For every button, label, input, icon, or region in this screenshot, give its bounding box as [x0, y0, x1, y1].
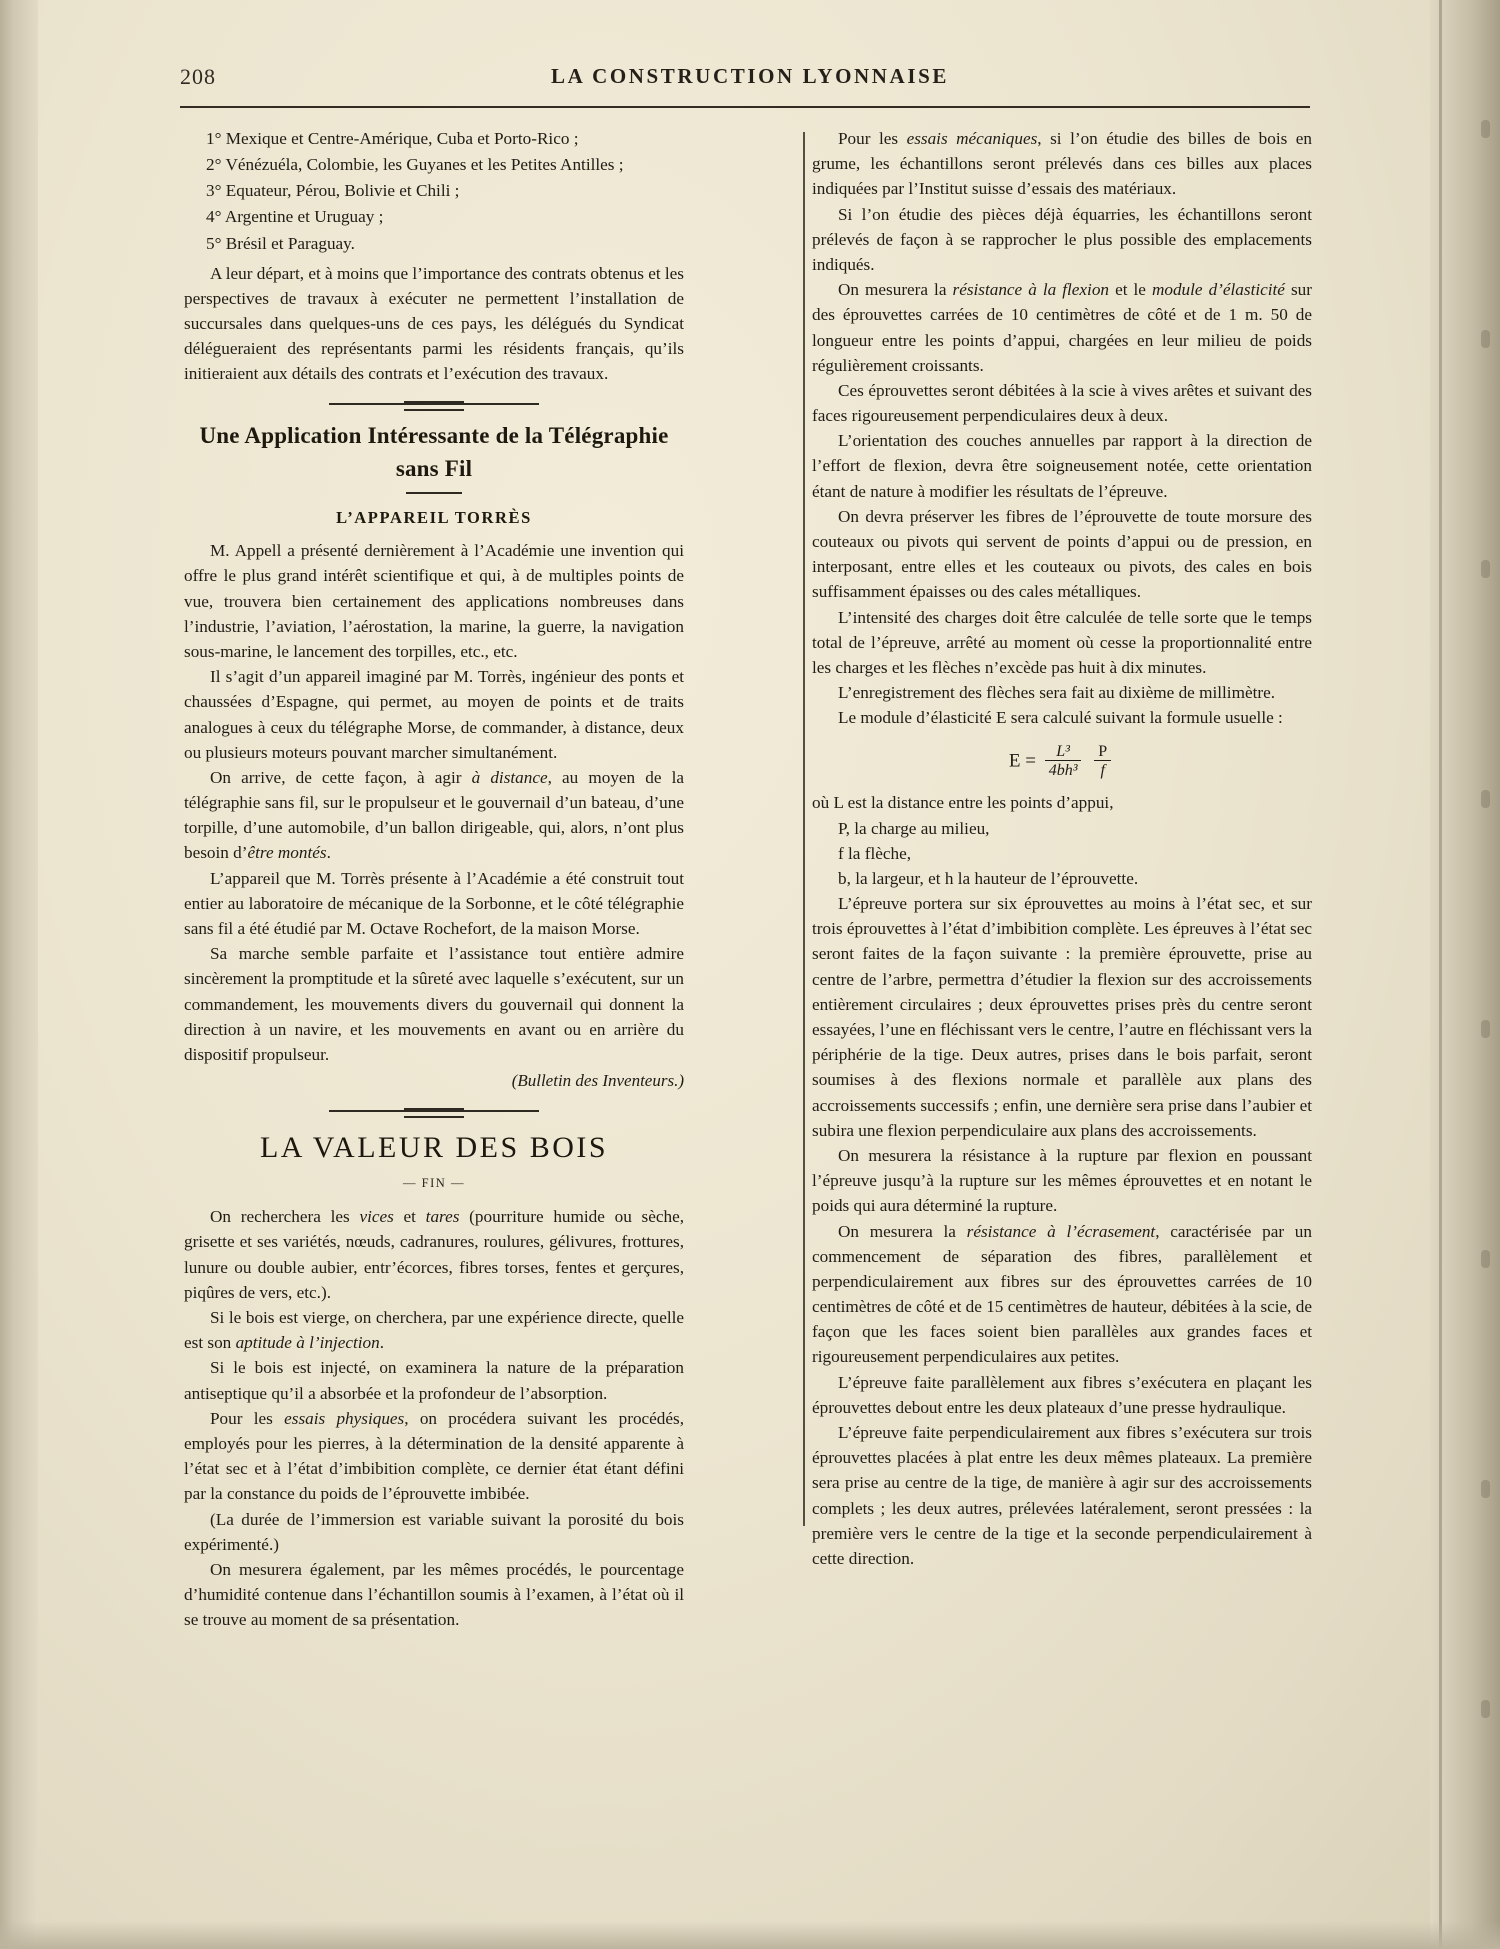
binding-hole: [1481, 120, 1490, 138]
text-run: , on procédera suivant les procédés, employés pour les pierres, à la détermination de la densité apparente à l’état sec et à l’état d’imbibition complète, ce dernier état étant défini par la constance du poids de l’éprouvette imbibée.: [184, 1408, 684, 1504]
emphasis: aptitude à l’injection: [235, 1333, 380, 1353]
text-run: On mesurera la: [838, 1221, 967, 1241]
text-run: sur des éprouvettes carrées de 10 centimètres de côté et de 1 m. 50 de longueur entre les points d’appui, chargées en leur milieu de poids régulièrement croissants.: [812, 280, 1312, 375]
page-number: 208: [180, 64, 216, 89]
fraction-numerator: P: [1098, 742, 1108, 760]
fraction-denominator: f: [1094, 760, 1111, 780]
binding-hole: [1481, 790, 1490, 808]
paragraph: Le module d’élasticité E sera calculé suivant la formule usuelle :: [838, 708, 1283, 728]
paragraph: L’orientation des couches annuelles par rapport à la direction de l’effort de flexion, devra être soigneusement notée, cette orientation étant de nature à modifier les résultats de l’épreuve.: [812, 431, 1312, 501]
paragraph: Il s’agit d’un appareil imaginé par M. Torrès, ingénieur des ponts et chaussées d’Espagne, qui permet, au moyen de points et de traits analogues à ceux du télégraphe Morse, de commander, à distance, deux ou plusieurs moteurs pouvant marcher simultanément.: [184, 667, 684, 762]
binding-hole: [1481, 560, 1490, 578]
paragraph: L’épreuve portera sur six éprouvettes au moins à l’état sec, et sur trois éprouvettes à l’état d’imbibition complète. Les épreuves à l’état sec seront faites de la façon suivante : la première éprouvette, prise au centre de l’arbre, permettra d’étudier la flexion sur des accroissements entièrement circulaires ; deux éprouvettes prises près du centre seront essayées, l’une en fléchissant vers le centre, l’autre en fléchissant vers la périphérie de la tige. Deux autres, prises dans le bois parfait, seront soumises à des flexions normale et parallèle aux plans des accroissements successifs ; enfin, une dernière sera prise dans l’aubier et subira une flexion perpendiculaire aux plans des accroissements.: [812, 894, 1312, 1140]
paragraph: [812, 277, 1312, 378]
paragraph: Si l’on étudie des pièces déjà équarries, les échantillons seront prélevés de façon à se rapprocher le plus possible des emplacements indiqués.: [812, 204, 1312, 274]
paragraph: [184, 1204, 684, 1305]
paragraph: [184, 765, 684, 866]
emphasis: résistance à l’écrasement: [966, 1221, 1156, 1241]
paragraph: [184, 1305, 684, 1355]
emphasis: être montés: [247, 843, 327, 863]
formula-lhs: E =: [1008, 749, 1036, 771]
paragraph: Si le bois est injecté, on examinera la nature de la préparation antiseptique qu’il a absorbée et la profondeur de l’absorption.: [184, 1358, 684, 1403]
text-run: Si le bois est vierge, on cherchera, par une expérience directe, quelle est son: [184, 1308, 684, 1353]
formula-definition: f la flèche,: [838, 843, 911, 863]
page-gutter-line: [1439, 0, 1442, 1949]
paragraph: L’enregistrement des flèches sera fait au dixième de millimètre.: [838, 683, 1275, 703]
paragraph: Ces éprouvettes seront débitées à la scie à vives arêtes et suivant des faces rigoureusement perpendiculaires deux à deux.: [812, 380, 1312, 426]
title-rule: [406, 492, 462, 494]
text-run: (pourriture humide ou sèche, grisette et ses variétés, nœuds, cadranures, roulures, gélivures, frottures, lunure ou double aubier, entr’écorces, fibres torses, fentes et gerçures, piqûres de vers, etc.).: [184, 1207, 685, 1302]
binding-hole: [1481, 1700, 1490, 1718]
text-run: On recherchera les: [210, 1207, 360, 1227]
list-item: 4° Argentine et Uruguay ;: [206, 207, 384, 227]
article-subtitle-appareil: L’APPAREIL TORRÈS: [336, 508, 532, 528]
list-item: 3° Equateur, Pérou, Bolivie et Chili ;: [206, 181, 460, 201]
emphasis: vices: [359, 1207, 394, 1227]
section-ornament: [329, 403, 539, 405]
left-column: [184, 126, 684, 1632]
paragraph: M. Appell a présenté dernièrement à l’Académie une invention qui offre le plus grand intérêt scientifique et qui, à de multiples points de vue, trouvera bien certainement des applications nombreuses dans l’industrie, l’aviation, l’aérostation, la marine, la guerre, la navigation sous-marine, le lancement des torpilles, etc., etc.: [184, 541, 684, 661]
paragraph: On devra préserver les fibres de l’éprouvette de toute morsure des couteaux ou pivots qui servent de points d’appui ou de pression, en interposant, entre elles et les couteaux ou pivots, des cales en bois suffisamment épaisses ou des cales métalliques.: [812, 506, 1312, 602]
article-title-telegraphie: Une Application Intéressante de la Télégraphie sans Fil: [199, 422, 669, 482]
emphasis: résistance à la flexion: [952, 280, 1110, 300]
text-run: On mesurera la: [838, 280, 953, 300]
list-item: 5° Brésil et Paraguay.: [206, 233, 355, 253]
emphasis: essais mécaniques: [906, 129, 1038, 148]
text-run: et: [393, 1207, 426, 1227]
text-run: , au moyen de la télégraphie sans fil, sur le propulseur et le gouvernail d’un bateau, d’une torpille, d’une automobile, d’un ballon dirigeable, qui, alors, n’ont plus besoin d’: [184, 767, 684, 863]
paragraph-depart: A leur départ, et à moins que l’importance des contrats obtenus et les perspectives de travaux à exécuter ne permettent l’installation de succursales dans quelques-uns de ces pays, les délégués du Syndicat délégueraient des représentants parmi les résidents français, qu’ils initieraient aux détails des contrats et l’exécution des travaux.: [184, 263, 684, 384]
text-run: On arrive, de cette façon, à agir: [210, 767, 472, 787]
paragraph: L’intensité des charges doit être calculée de telle sorte que le temps total de l’épreuve, arrêté au moment où cesse la proportionnalité entre les charges et les flèches n’excède pas huit à dix minutes.: [812, 607, 1312, 677]
text-run: , si l’on étudie des billes de bois en grume, les échantillons seront prélevés dans ces billes aux places indiquées par l’Institut suisse d’essais des matériaux.: [812, 129, 1313, 199]
paragraph: [812, 1219, 1312, 1370]
article-end-marker: — FIN —: [403, 1175, 465, 1190]
text-run: , caractérisée par un commencement de séparation des fibres, parallèlement et perpendiculairement aux fibres sur des éprouvettes carrées de 10 centimètres de côté et de 15 centimètres de hauteur, débitées à la scie, de façon que les faces soient bien parallèles aux grandes faces et rigoureusement perpendiculaires aux petites.: [812, 1221, 1312, 1367]
text-run: .: [379, 1333, 385, 1353]
formula-fraction-2: [1094, 743, 1111, 781]
text-run: .: [326, 843, 331, 863]
binding-hole: [1481, 1480, 1490, 1498]
binding-hole: [1481, 330, 1490, 348]
elasticity-formula: [812, 743, 1312, 781]
paragraph: (La durée de l’immersion est variable suivant la porosité du bois expérimenté.): [184, 1509, 684, 1554]
country-group-list: [184, 126, 684, 257]
binding-hole: [1481, 1250, 1490, 1268]
emphasis: module d’élasticité: [1151, 280, 1285, 300]
page-left-edge: [0, 0, 38, 1949]
text-run: Pour les: [210, 1408, 285, 1428]
running-head: LA CONSTRUCTION LYONNAISE: [551, 64, 949, 88]
text-block: [150, 44, 1350, 1630]
fraction-numerator: L³: [1056, 742, 1070, 760]
emphasis: à distance: [471, 767, 548, 787]
emphasis: tares: [425, 1207, 460, 1227]
column-divider: [803, 132, 805, 1526]
formula-fraction-1: [1045, 743, 1082, 781]
list-item: 2° Vénézuéla, Colombie, les Guyanes et les Petites Antilles ;: [206, 155, 624, 175]
right-column: [812, 126, 1312, 1571]
paragraph: On mesurera également, par les mêmes procédés, le pourcentage d’humidité contenue dans l’échantillon soumis à l’examen, à l’état où il se trouve au moment de sa présentation.: [184, 1559, 684, 1630]
text-run: et le: [1109, 280, 1152, 300]
paragraph: L’épreuve faite parallèlement aux fibres s’exécutera en plaçant les éprouvettes debout entre les deux plateaux d’une presse hydraulique.: [812, 1372, 1312, 1417]
paragraph: [184, 1406, 684, 1507]
section-ornament: [329, 1110, 539, 1112]
article-title-valeur-des-bois: LA VALEUR DES BOIS: [259, 1131, 609, 1165]
paragraph: Sa marche semble parfaite et l’assistance tout entière admire sincèrement la promptitude et la sûreté avec laquelle s’exécutent, sur un commandement, les mouvements divers du gouvernail qui donnent la direction à un navire, et les mouvements en avant ou en arrière du dispositif propulseur.: [184, 944, 684, 1064]
text-run: Pour les: [838, 129, 907, 148]
list-item: 1° Mexique et Centre-Amérique, Cuba et Porto-Rico ;: [206, 129, 579, 148]
fraction-denominator: 4bh³: [1045, 760, 1082, 780]
header-rule: [180, 106, 1310, 108]
paragraph: L’appareil que M. Torrès présente à l’Académie a été construit tout entier au laboratoire de mécanique de la Sorbonne, et le côté télégraphie sans fil a été étudié par M. Octave Rochefort, de la maison Morse.: [184, 868, 684, 938]
paragraph: On mesurera la résistance à la rupture par flexion en poussant l’épreuve jusqu’à la rupture sur les mêmes éprouvettes et en notant le poids qui aura déterminé la rupture.: [812, 1145, 1312, 1216]
page-bottom-shadow: [0, 1921, 1500, 1949]
emphasis: essais physiques: [284, 1408, 405, 1428]
paragraph: [812, 126, 1312, 202]
source-citation: (Bulletin des Inventeurs.): [511, 1071, 684, 1091]
paragraph: L’épreuve faite perpendiculairement aux fibres s’exécutera sur trois éprouvettes placées à plat entre les deux mêmes plateaux. La première sera prise au centre de la tige, de manière à agir sur des accroissements complets ; les deux autres, prélevées latéralement, seront pressées : la première vers le centre de la tige et la seconde perpendiculairement à cette direction.: [812, 1423, 1312, 1568]
formula-definition: où L est la distance entre les points d’appui,: [812, 793, 1114, 813]
formula-definition: P, la charge au milieu,: [838, 818, 990, 838]
formula-definition: b, la largeur, et h la hauteur de l’éprouvette.: [838, 868, 1139, 888]
binding-hole: [1481, 1020, 1490, 1038]
